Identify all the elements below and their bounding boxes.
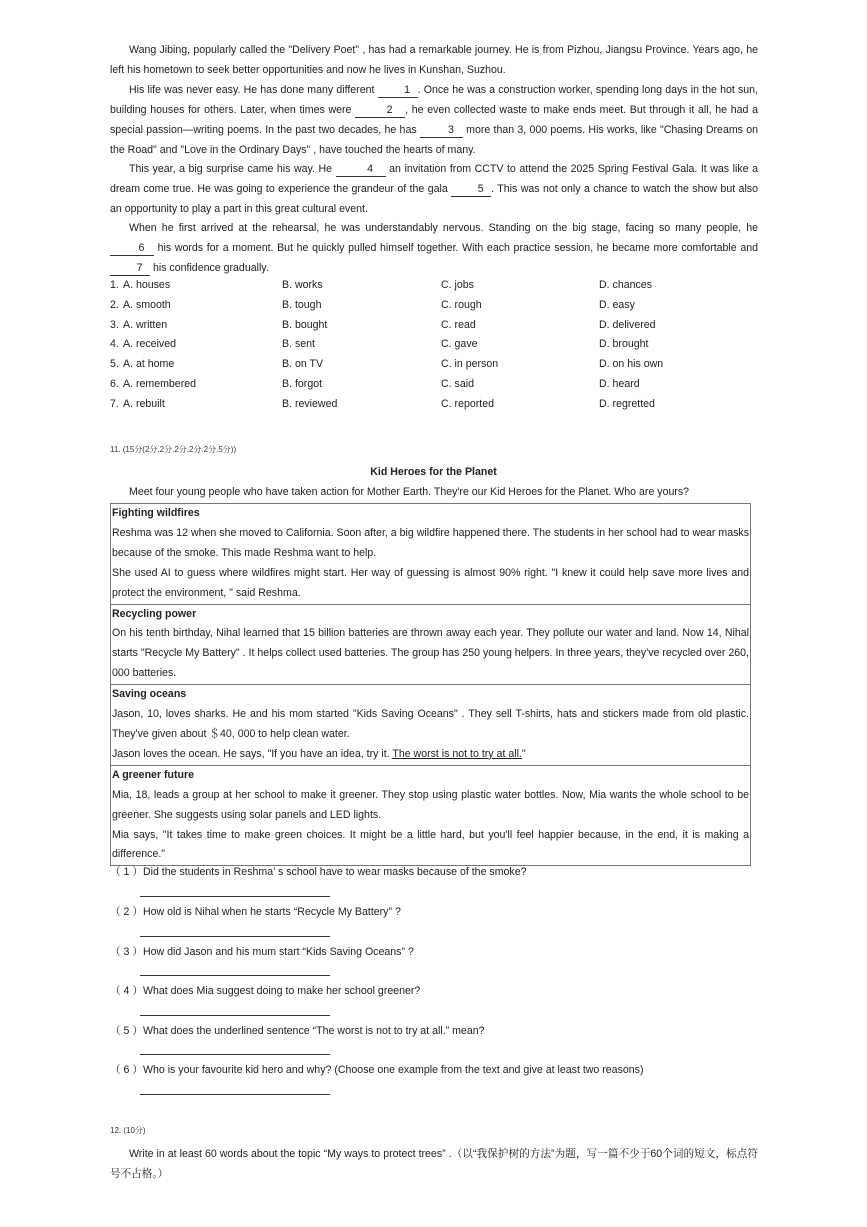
question-12-prompt: Write in at least 60 words about the topic “My ways to protect trees” .（以“我保护树的方法”为题，写一篇不少于60个词的短文，标点符号不占格。） (110, 1148, 758, 1180)
answer-line-6[interactable] (140, 1094, 330, 1095)
underlined-sentence: The worst is not to try at all. (392, 747, 522, 760)
blank-5[interactable]: 5 (451, 183, 491, 197)
option-choice[interactable]: B. on TV (282, 358, 324, 371)
option-choice[interactable]: D. heard (599, 378, 640, 390)
option-choice[interactable]: D. chances (599, 279, 652, 291)
section-heading: Fighting wildfires (112, 507, 200, 519)
option-choice[interactable]: A. remembered (123, 378, 197, 390)
table-section-greener-future (111, 766, 750, 866)
option-number: 3. (110, 318, 119, 331)
blank-7[interactable]: 7 (110, 262, 150, 276)
option-choice[interactable]: C. jobs (441, 279, 474, 291)
option-choice[interactable]: D. regretted (599, 397, 655, 410)
question-11-header: 11. (15分(2分.2分.2分.2分.2分.5分)) (110, 445, 237, 454)
passage-paragraph-3 (110, 160, 758, 220)
blank-4[interactable]: 4 (336, 163, 386, 177)
paragraph-text: his words for a moment. But he quickly pulled himself together. With each practice session, he became more comfortable and (154, 241, 758, 254)
option-choice[interactable]: A. houses (123, 279, 171, 291)
passage-paragraph-2 (110, 81, 758, 161)
option-choice[interactable]: D. easy (599, 298, 635, 311)
blank-2[interactable]: 2 (355, 104, 405, 118)
option-choice[interactable]: C. rough (441, 298, 482, 311)
section-text: " (521, 747, 526, 760)
option-row (110, 358, 770, 378)
section-text: Mia, 18, leads a group at her school to make it greener. They stop using plastic water bottles. Now, Mia wants the whole school to be greener. She suggests using solar panels and LED lights. (112, 788, 749, 821)
passage-paragraph-4 (110, 219, 758, 279)
option-choice[interactable]: B. reviewed (282, 397, 338, 410)
blank-3[interactable]: 3 (420, 124, 463, 138)
paragraph-text: When he first arrived at the rehearsal, he was understandably nervous. Standing on the big stage, facing so many people, he (129, 222, 758, 234)
paragraph-text: . Once he was a construction worker, spending long days in the hot sun, building houses for others. Later, when times were (110, 84, 758, 116)
option-choice[interactable]: C. in person (441, 358, 499, 371)
blank-6[interactable]: 6 (110, 242, 154, 256)
option-choice[interactable]: A. rebuilt (123, 397, 165, 410)
question-11-1: （ 1 ）Did the students in Reshma’ s school have to wear masks because of the smoke? (110, 866, 527, 878)
section-text: Jason, 10, loves sharks. He and his mom started "Kids Saving Oceans" . They sell T-shirts, hats and stickers made from old plastic. They've given about ＄40, 000 to help clean water. (112, 708, 749, 740)
option-row (110, 319, 770, 339)
option-choice[interactable]: B. sent (282, 338, 315, 351)
section-text: On his tenth birthday, Nihal learned that 15 billion batteries are thrown away each year. They pollute our water and land. Now 14, Nihal starts "Recycle My Battery" . It helps collect used batteries. The group has 250 young helpers. In three years, they've recycled over 260, 000 batteries. (112, 627, 749, 680)
option-choice[interactable]: D. on his own (599, 358, 664, 371)
option-number: 4. (110, 338, 119, 351)
question-11-4: （ 4 ）What does Mia suggest doing to make her school greener? (110, 985, 421, 997)
section-heading: A greener future (112, 768, 195, 781)
paragraph-text: Wang Jibing, popularly called the "Delivery Poet" , has had a remarkable journey. He is from Pizhou, Jiangsu Province. Years ago, he left his hometown to seek better opportunities and now he lives in Kunshan, Suzhou. (110, 44, 758, 76)
answer-line-1[interactable] (140, 896, 330, 897)
answer-line-2[interactable] (140, 936, 330, 937)
option-number: 2. (110, 298, 119, 311)
option-choice[interactable]: A. at home (123, 358, 175, 371)
passage-intro: Meet four young people who have taken action for Mother Earth. They're our Kid Heroes for the Planet. Who are yours? (129, 486, 690, 498)
option-row (110, 338, 770, 358)
option-choice[interactable]: B. bought (282, 318, 328, 331)
question-11-2: （ 2 ）How old is Nihal when he starts “Recycle My Battery” ? (110, 906, 401, 918)
section-text: Reshma was 12 when she moved to California. Soon after, a big wildfire happened there. The students in her school had to wear masks because of the smoke. This made Reshma want to help. (112, 526, 749, 559)
option-number: 7. (110, 397, 119, 410)
section-text: Mia says, "It takes time to make green choices. It might be a little hard, but you'll feel happier because, in the end, it is making a difference." (112, 828, 749, 861)
passage-title: Kid Heroes for the Planet (370, 466, 497, 478)
answer-line-5[interactable] (140, 1054, 330, 1055)
option-row (110, 279, 770, 299)
option-choice[interactable]: A. smooth (123, 298, 171, 311)
option-choice[interactable]: C. gave (441, 338, 478, 351)
section-text: She used AI to guess where wildfires might start. Her way of guessing is almost 90% right. "I knew it could help save more lives and protect the environment, " said Reshma. (112, 566, 749, 599)
option-choice[interactable]: B. tough (282, 298, 322, 311)
paragraph-text: an invitation from CCTV to attend the 2025 Spring Festival Gala. It was like a dream come true. He was going to experience the grandeur of the gala (110, 163, 758, 195)
option-number: 1. (110, 279, 119, 291)
paragraph-text: more than 3, 000 poems. His works, like "Chasing Dreams on the Road" and "Love in the Ordinary Days" , have touched the hearts of many. (110, 123, 758, 156)
table-section-saving-oceans (111, 685, 750, 766)
paragraph-text: . This was not only a chance to watch the show but also an opportunity to play a part in this great cultural event. (110, 182, 758, 215)
section-text: Jason loves the ocean. He says, "If you have an idea, try it. (112, 747, 393, 760)
option-choice[interactable]: A. written (123, 318, 168, 331)
option-choice[interactable]: C. said (441, 378, 474, 390)
option-choice[interactable]: A. received (123, 338, 176, 351)
table-section-fighting-wildfires (111, 504, 750, 605)
option-choice[interactable]: C. reported (441, 397, 494, 410)
option-choice[interactable]: C. read (441, 318, 476, 331)
paragraph-text: His life was never easy. He has done many different (129, 84, 378, 96)
paragraph-text: This year, a big surprise came his way. He (129, 163, 336, 175)
option-choice[interactable]: B. forgot (282, 378, 323, 390)
question-11-3: （ 3 ）How did Jason and his mum start “Kids Saving Oceans” ? (110, 946, 414, 958)
passage-paragraph-1 (110, 41, 758, 81)
question-11-6: （ 6 ）Who is your favourite kid hero and why? (Choose one example from the text and give at least two reasons) (110, 1064, 644, 1076)
option-row (110, 378, 770, 398)
table-section-recycling-power (111, 605, 750, 686)
answer-line-4[interactable] (140, 1015, 330, 1016)
option-choice[interactable]: B. works (282, 279, 323, 291)
paragraph-text: his confidence gradually. (150, 261, 269, 274)
section-heading: Recycling power (112, 607, 197, 620)
question-11-5: （ 5 ）What does the underlined sentence “The worst is not to try at all.” mean? (110, 1025, 485, 1037)
option-number: 6. (110, 378, 119, 390)
blank-1[interactable]: 1 (378, 84, 418, 98)
answer-line-3[interactable] (140, 975, 330, 976)
option-number: 5. (110, 358, 119, 371)
paragraph-text: , he even collected waste to make ends meet. But through it all, he had a special passion—writing poems. In the past two decades, he has (110, 103, 759, 136)
option-row (110, 299, 770, 319)
option-choice[interactable]: D. delivered (599, 318, 656, 331)
heroes-table (110, 503, 751, 866)
option-choice[interactable]: D. brought (599, 338, 649, 351)
option-row (110, 398, 770, 418)
question-12-header: 12. (10分) (110, 1126, 146, 1135)
section-heading: Saving oceans (112, 688, 187, 701)
